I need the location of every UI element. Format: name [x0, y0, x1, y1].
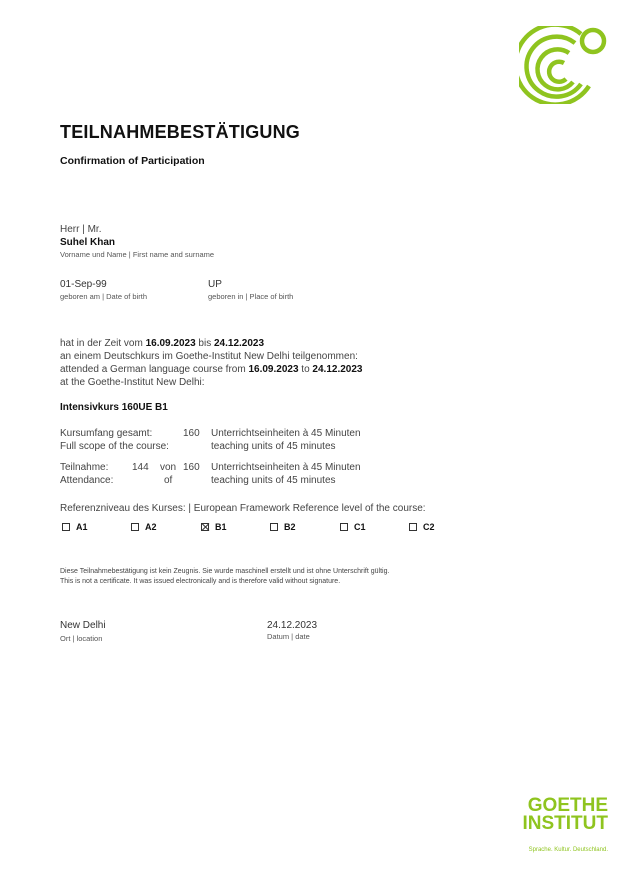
level-label-b1: B1	[215, 522, 227, 532]
course-period-de: hat in der Zeit vom 16.09.2023 bis 24.12.2023	[60, 338, 265, 349]
von-label: von	[160, 462, 177, 473]
date-of-birth: 01-Sep-99	[60, 279, 107, 290]
level-label-a1: A1	[76, 522, 88, 532]
notice-en: This is not a certificate. It was issued electronically and is therefore valid without signature.	[60, 578, 341, 585]
attendance-value: 144	[132, 462, 149, 473]
dob-label: geboren am | Date of birth	[60, 292, 147, 301]
scope-value: 160	[183, 428, 200, 439]
participant-name: Suhel Khan	[60, 237, 116, 248]
level-checkbox-a1[interactable]	[62, 523, 70, 531]
scope-label-de: Kursumfang gesamt:	[60, 428, 153, 439]
level-checkbox-b1[interactable]	[201, 523, 209, 531]
course-period-en: attended a German language course from 16.09.2023 to 24.12.2023	[60, 364, 363, 375]
date-label: Datum | date	[267, 632, 310, 641]
place-label: geboren in | Place of birth	[208, 292, 294, 301]
attendance-label-de: Teilnahme:	[60, 462, 109, 473]
level-label-b2: B2	[284, 522, 296, 532]
location-value: New Delhi	[60, 620, 106, 631]
end-date-en: 24.12.2023	[312, 364, 363, 375]
brand-tagline: Sprache. Kultur. Deutschland.	[528, 847, 608, 853]
start-date-en: 16.09.2023	[248, 364, 299, 375]
goethe-logo-icon	[519, 26, 609, 104]
level-label-c2: C2	[423, 522, 435, 532]
notice-de: Diese Teilnahmebestätigung ist kein Zeugnis. Sie wurde maschinell erstellt und ist ohne Unterschrift gültig.	[60, 568, 390, 575]
course-location-de: an einem Deutschkurs im Goethe-Institut New Delhi teilgenommen:	[60, 351, 358, 362]
attendance-label-en: Attendance:	[60, 475, 114, 486]
level-label-a2: A2	[145, 522, 157, 532]
units-de: Unterrichtseinheiten à 45 Minuten	[211, 428, 361, 439]
brand-line2: INSTITUT	[522, 813, 608, 834]
course-name: Intensivkurs 160UE B1	[60, 402, 168, 413]
page-title: TEILNAHMEBESTÄTIGUNG	[60, 122, 300, 142]
of-label: of	[164, 475, 173, 486]
level-checkbox-c2[interactable]	[409, 523, 417, 531]
level-checkbox-b2[interactable]	[270, 523, 278, 531]
attendance-units-en: teaching units of 45 minutes	[211, 475, 336, 486]
place-of-birth: UP	[208, 279, 222, 290]
attendance-units-de: Unterrichtseinheiten à 45 Minuten	[211, 462, 361, 473]
attendance-total: 160	[183, 462, 200, 473]
brand-line1: GOETHE	[527, 795, 608, 816]
brand-wordmark	[523, 797, 609, 833]
start-date: 16.09.2023	[145, 338, 196, 349]
name-label: Vorname und Name | First name and surname	[60, 250, 215, 259]
level-label-c1: C1	[354, 522, 366, 532]
date-value: 24.12.2023	[267, 620, 318, 631]
level-checkbox-c1[interactable]	[340, 523, 348, 531]
level-checkbox-a2[interactable]	[131, 523, 139, 531]
location-label: Ort | location	[60, 634, 103, 643]
scope-label-en: Full scope of the course:	[60, 441, 169, 452]
course-location-en: at the Goethe-Institut New Delhi:	[60, 377, 205, 388]
salutation: Herr | Mr.	[60, 224, 102, 235]
page-subtitle: Confirmation of Participation	[60, 155, 205, 167]
units-en: teaching units of 45 minutes	[211, 441, 336, 452]
end-date: 24.12.2023	[214, 338, 265, 349]
level-label: Referenzniveau des Kurses: | European Framework Reference level of the course:	[60, 503, 426, 514]
